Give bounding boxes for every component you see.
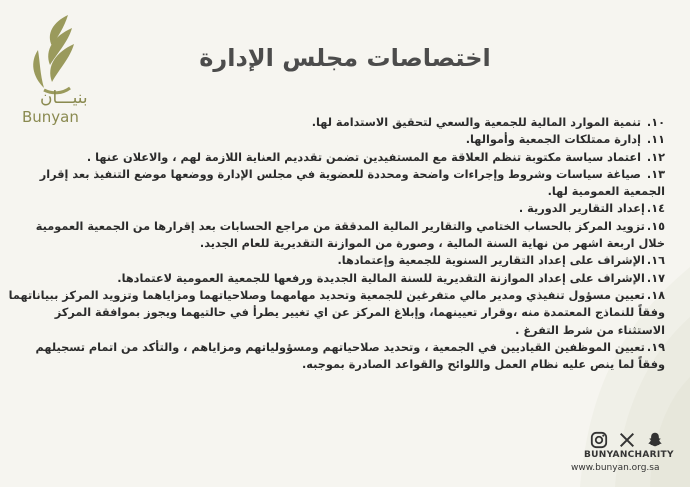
website-link[interactable]: www.bunyan.org.sa [571,463,660,473]
snapchat-icon[interactable] [646,431,664,449]
list-item [6,339,665,374]
item-number: ١٦. [646,254,665,268]
bunyan-logo-mark [8,10,98,100]
social-handle: BUNYANCHARITY [584,450,674,460]
item-number: ١٧. [646,271,665,285]
x-icon[interactable] [618,431,636,449]
instagram-icon[interactable] [590,431,608,449]
logo-text-english: Bunyan [22,108,79,126]
item-text: الإشراف على إعداد الموازنة التقديرية للسنة المالية الجديدة ورفعها للجمعية العمومية لاعتمادها. [117,271,645,285]
item-text: تعيين مسؤول تنفيذي ومدير مالي متفرغين للجمعية وتحديد مهامهما وصلاحياتهما ومزاياهما وتزويد المركز ببياناتهما وفقاً للنماذج المعتمدة منه ،وقرار تعيينهما، وإبلاغ المركز عن اي تغيير يطرأ في حالتيهما ويجوز بموافقة المركز الاستثناء من شرط التفرغ . [8,288,665,337]
item-number: ١٣. [646,167,665,181]
item-text: إدارة ممتلكات الجمعية وأموالها. [465,133,641,147]
list-item [6,287,665,339]
item-text: إعداد التقارير الدورية . [518,202,645,216]
item-text: الإشراف على إعداد التقارير السنوية للجمعية وإعتمادها. [337,254,645,268]
item-number: ١٢. [646,150,665,164]
list-item [6,252,665,269]
list-item [6,114,665,131]
item-text: تزويد المركز بالحساب الختامي والتقارير المالية المدققة من مراجع الحسابات بعد إقرارها من الجمعية العمومية خلال اربعة اشهر من نهاية السنة المالية ، وصورة من الموازنة التقديرية للعام الجديد. [35,219,665,251]
list-item [6,131,665,148]
item-number: ١١. [646,133,665,147]
item-number: ١٠. [646,116,665,129]
item-text: صياغة سياسات وشروط وإجراءات واضحة ومحددة للعضوية في مجلس الإدارة ووضعها موضع التنفيذ بعد إقرار الجمعية العمومية لها. [39,167,665,199]
item-number: ١٩. [646,340,665,354]
social-icons [590,431,664,449]
list-item [6,200,665,217]
list-item [6,166,665,201]
item-text: تنمية الموارد المالية للجمعية والسعي لتحقيق الاستدامة لها. [311,116,641,129]
logo-text-arabic: بنيـــان [40,88,88,108]
item-text: تعيين الموظفين القياديين في الجمعية ، وتحديد صلاحياتهم ومسؤولياتهم ومزاياهم ، والتأكد من اتمام تسجيلهم وفقاً لما ينص عليه نظام العمل واللوائح والقواعد الصادرة بموجبه. [35,340,665,372]
item-text: اعتماد سياسة مكتوبة تنظم العلاقة مع المستفيدين تضمن تقدديم العناية اللازمة لهم ، والاعلان عنها . [86,150,641,164]
items-list [6,114,665,373]
page-title: اختصاصات مجلس الإدارة [199,44,491,72]
item-number: ١٨. [646,288,665,302]
item-number: ١٤. [646,202,665,216]
list-item [6,218,665,253]
list-item [6,149,665,166]
list-item [6,270,665,287]
item-number: ١٥. [646,219,665,233]
